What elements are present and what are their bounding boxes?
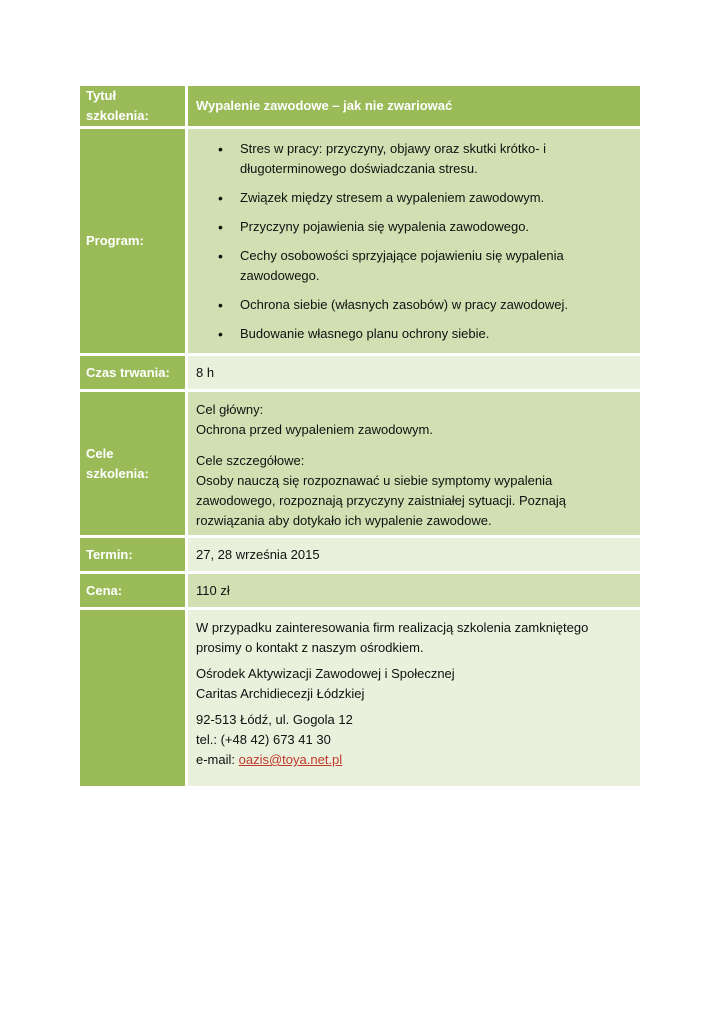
org-name-line2: Caritas Archidiecezji Łódzkiej [196,686,365,701]
contact-intro: W przypadku zainteresowania firm realizacją szkolenia zamkniętego prosimy o kontakt z naszym ośrodkiem. [196,620,589,655]
email-label: e-mail: [196,752,239,767]
program-item: • Związek między stresem a wypaleniem zawodowym. [196,188,632,208]
program-item: • Stres w pracy: przyczyny, objawy oraz skutki krótko- i długoterminowego doświadczania stresu. [196,139,632,179]
program-item: • Budowanie własnego planu ochrony siebie. [196,324,632,344]
email-link[interactable]: oazis@toya.net.pl [238,752,343,767]
price-row [80,574,640,610]
program-item: • Przyczyny pojawienia się wypalenia zawodowego. [196,217,632,237]
title-row [80,86,640,129]
duration-row [80,356,640,392]
detail-goals-text: Osoby nauczą się rozpoznawać u siebie symptomy wypalenia zawodowego, rozpoznają przyczyny zaistniałej sytuacji. Poznają rozwiązania aby dotykało ich wypalenie zawodowe. [196,473,566,528]
detail-goals-heading: Cele szczegółowe: [196,453,305,468]
program-label: Program: [80,129,188,356]
program-item: • Cechy osobowości sprzyjające pojawieniu się wypalenia zawodowego. [196,246,632,286]
training-title: Wypalenie zawodowe – jak nie zwariować [188,86,640,129]
program-cell [188,129,640,356]
program-item: • Ochrona siebie (własnych zasobów) w pracy zawodowej. [196,295,632,315]
price-value: 110 zł [188,574,640,610]
phone: tel.: (+48 42) 673 41 30 [196,732,331,747]
title-label: Tytuł szkolenia: [80,86,188,129]
price-label: Cena: [80,574,188,610]
main-goal-heading: Cel główny: [196,402,264,417]
date-row [80,538,640,574]
date-label: Termin: [80,538,188,574]
email-line [196,750,632,770]
address: 92-513 Łódź, ul. Gogola 12 [196,712,353,727]
org-name-line1: Ośrodek Aktywizacji Zawodowej i Społecznej [196,666,455,681]
main-goal-text: Ochrona przed wypaleniem zawodowym. [196,422,433,437]
date-value: 27, 28 września 2015 [188,538,640,574]
duration-label: Czas trwania: [80,356,188,392]
goals-cell [188,392,640,538]
contact-label [80,610,188,789]
training-info-table [80,86,640,789]
duration-value: 8 h [188,356,640,392]
goals-label: Cele szkolenia: [80,392,188,538]
goals-row [80,392,640,538]
program-list [196,129,632,344]
program-row [80,129,640,356]
contact-row [80,610,640,789]
contact-cell [188,610,640,789]
